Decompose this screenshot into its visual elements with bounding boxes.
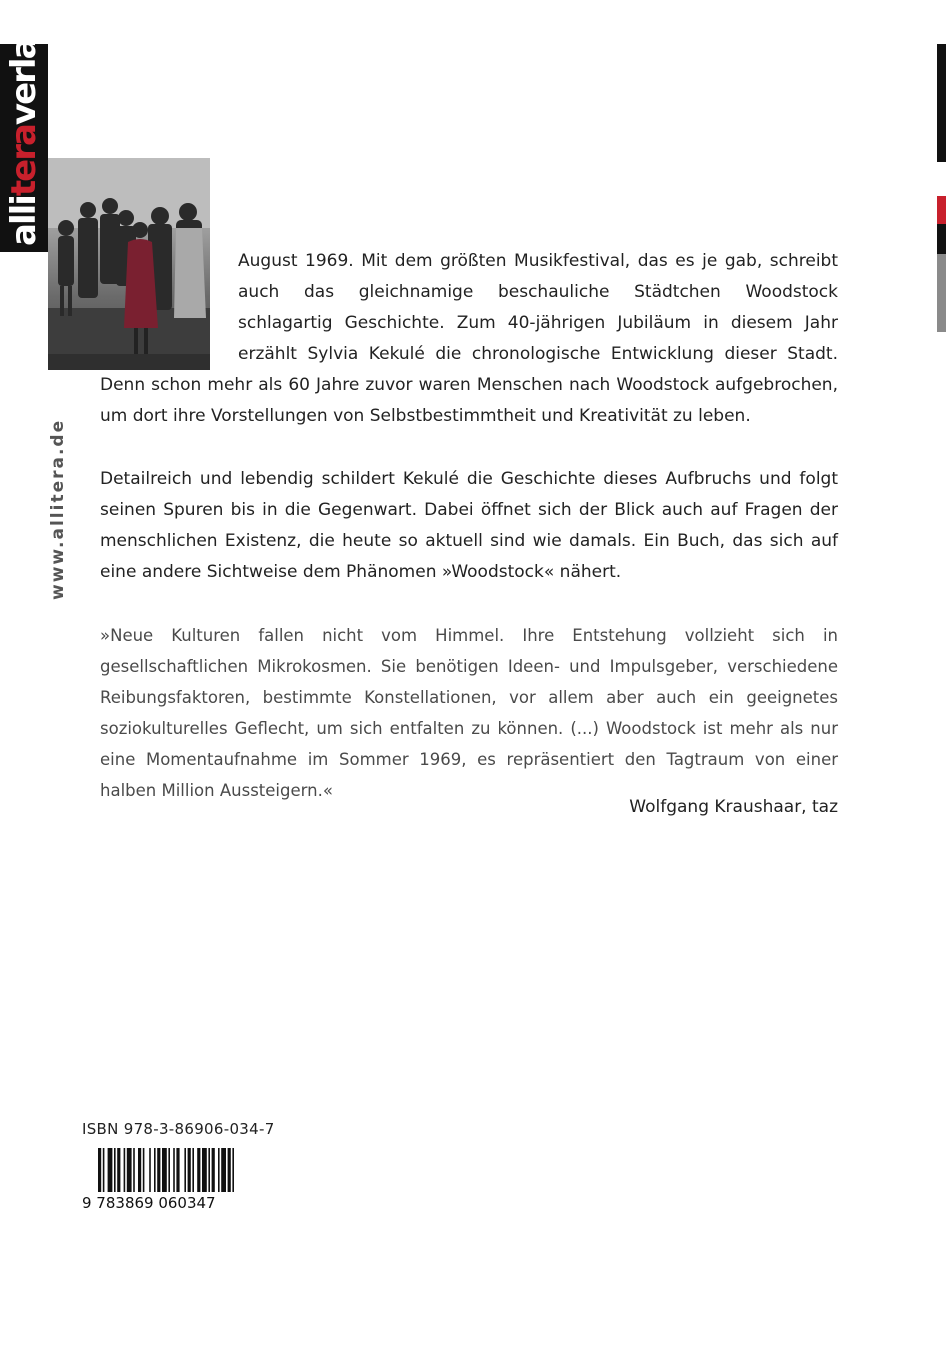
barcode-bar xyxy=(212,1148,215,1192)
barcode-bar xyxy=(202,1148,207,1192)
spine-edge-mark xyxy=(937,44,946,162)
review-quote: »Neue Kulturen fallen nicht vom Himmel. Ihre Entstehung vollzieht sich in gesellschaftlichen Mikrokosmen. Sie benötigen Ideen- und Impulsgeber, verschiedene Reibungsfaktoren, bestimmte Konstellationen, vor allem aber auch ein geeignetes soziokulturelles Geflecht, um sich entfalten zu können. (...) Woodstock ist mehr als nur eine Momentaufnahme im Sommer 1969, es repräsentiert den Tagtraum von einer halben Million Aussteigern.« xyxy=(100,626,838,800)
barcode-bar xyxy=(108,1148,113,1192)
quote-attribution: Wolfgang Kraushaar, taz xyxy=(629,797,838,817)
barcode-digits: 9 783869 060347 xyxy=(82,1194,216,1212)
barcode-bar xyxy=(127,1148,132,1192)
barcode-bar xyxy=(218,1148,220,1192)
barcode-bar xyxy=(221,1148,226,1192)
barcode-bar xyxy=(192,1148,194,1192)
publisher-logo: alliteraverlag xyxy=(4,16,44,246)
isbn-number: ISBN 978-3-86906-034-7 xyxy=(82,1120,275,1138)
barcode-bar xyxy=(143,1148,145,1192)
description-paragraph: Detailreich und lebendig schildert Kekulé die Geschichte dieses Aufbruchs und folgt seinen Spuren bis in die Gegenwart. Dabei öffnet sich der Blick auch auf Fragen der menschlichen Existenz, die heute so aktuell sind wie damals. Ein Buch, das sich auf eine andere Sichtweise dem Phänomen »Woodstock« nähert. xyxy=(100,469,838,582)
barcode-bar xyxy=(138,1148,141,1192)
barcode-bar xyxy=(154,1148,156,1192)
barcode-bar xyxy=(149,1148,151,1192)
barcode-bar xyxy=(173,1148,175,1192)
barcode-bar xyxy=(162,1148,167,1192)
barcode-bar xyxy=(168,1148,170,1192)
spine-edge-mark xyxy=(937,254,946,332)
isbn-barcode xyxy=(82,1148,272,1212)
publisher-website: www.allitera.de xyxy=(48,418,68,600)
barcode-bar xyxy=(197,1148,200,1192)
barcode-bar xyxy=(114,1148,116,1192)
barcode-bar xyxy=(184,1148,186,1192)
barcode-bar xyxy=(228,1148,231,1192)
barcode-bar xyxy=(176,1148,179,1192)
barcode-bar xyxy=(157,1148,160,1192)
barcode-bar xyxy=(98,1148,101,1192)
barcode-bar xyxy=(188,1148,191,1192)
barcode-bar xyxy=(208,1148,210,1192)
barcode-bar xyxy=(133,1148,135,1192)
intro-paragraph: August 1969. Mit dem größten Musikfestival, das es je gab, schreibt auch das gleichnamige beschauliche Städtchen Woodstock schlagartig Geschichte. Zum 40-jährigen Jubiläum in diesem Jahr erzählt Sylvia Kekulé die chronologische Entwicklung dieser Stadt. Denn schon mehr als 60 Jahre zuvor waren Menschen nach Woodstock aufgebrochen, um dort ihre Vorstellungen von Selbstbestimmtheit und Kreativität zu leben. xyxy=(100,246,838,432)
barcode-bar xyxy=(232,1148,234,1192)
barcode-bar xyxy=(103,1148,105,1192)
spine-edge-mark xyxy=(937,224,946,254)
barcode-bar xyxy=(117,1148,120,1192)
barcode-bar xyxy=(124,1148,126,1192)
spine-edge-mark xyxy=(937,196,946,224)
photo-wrap-space xyxy=(100,246,238,370)
